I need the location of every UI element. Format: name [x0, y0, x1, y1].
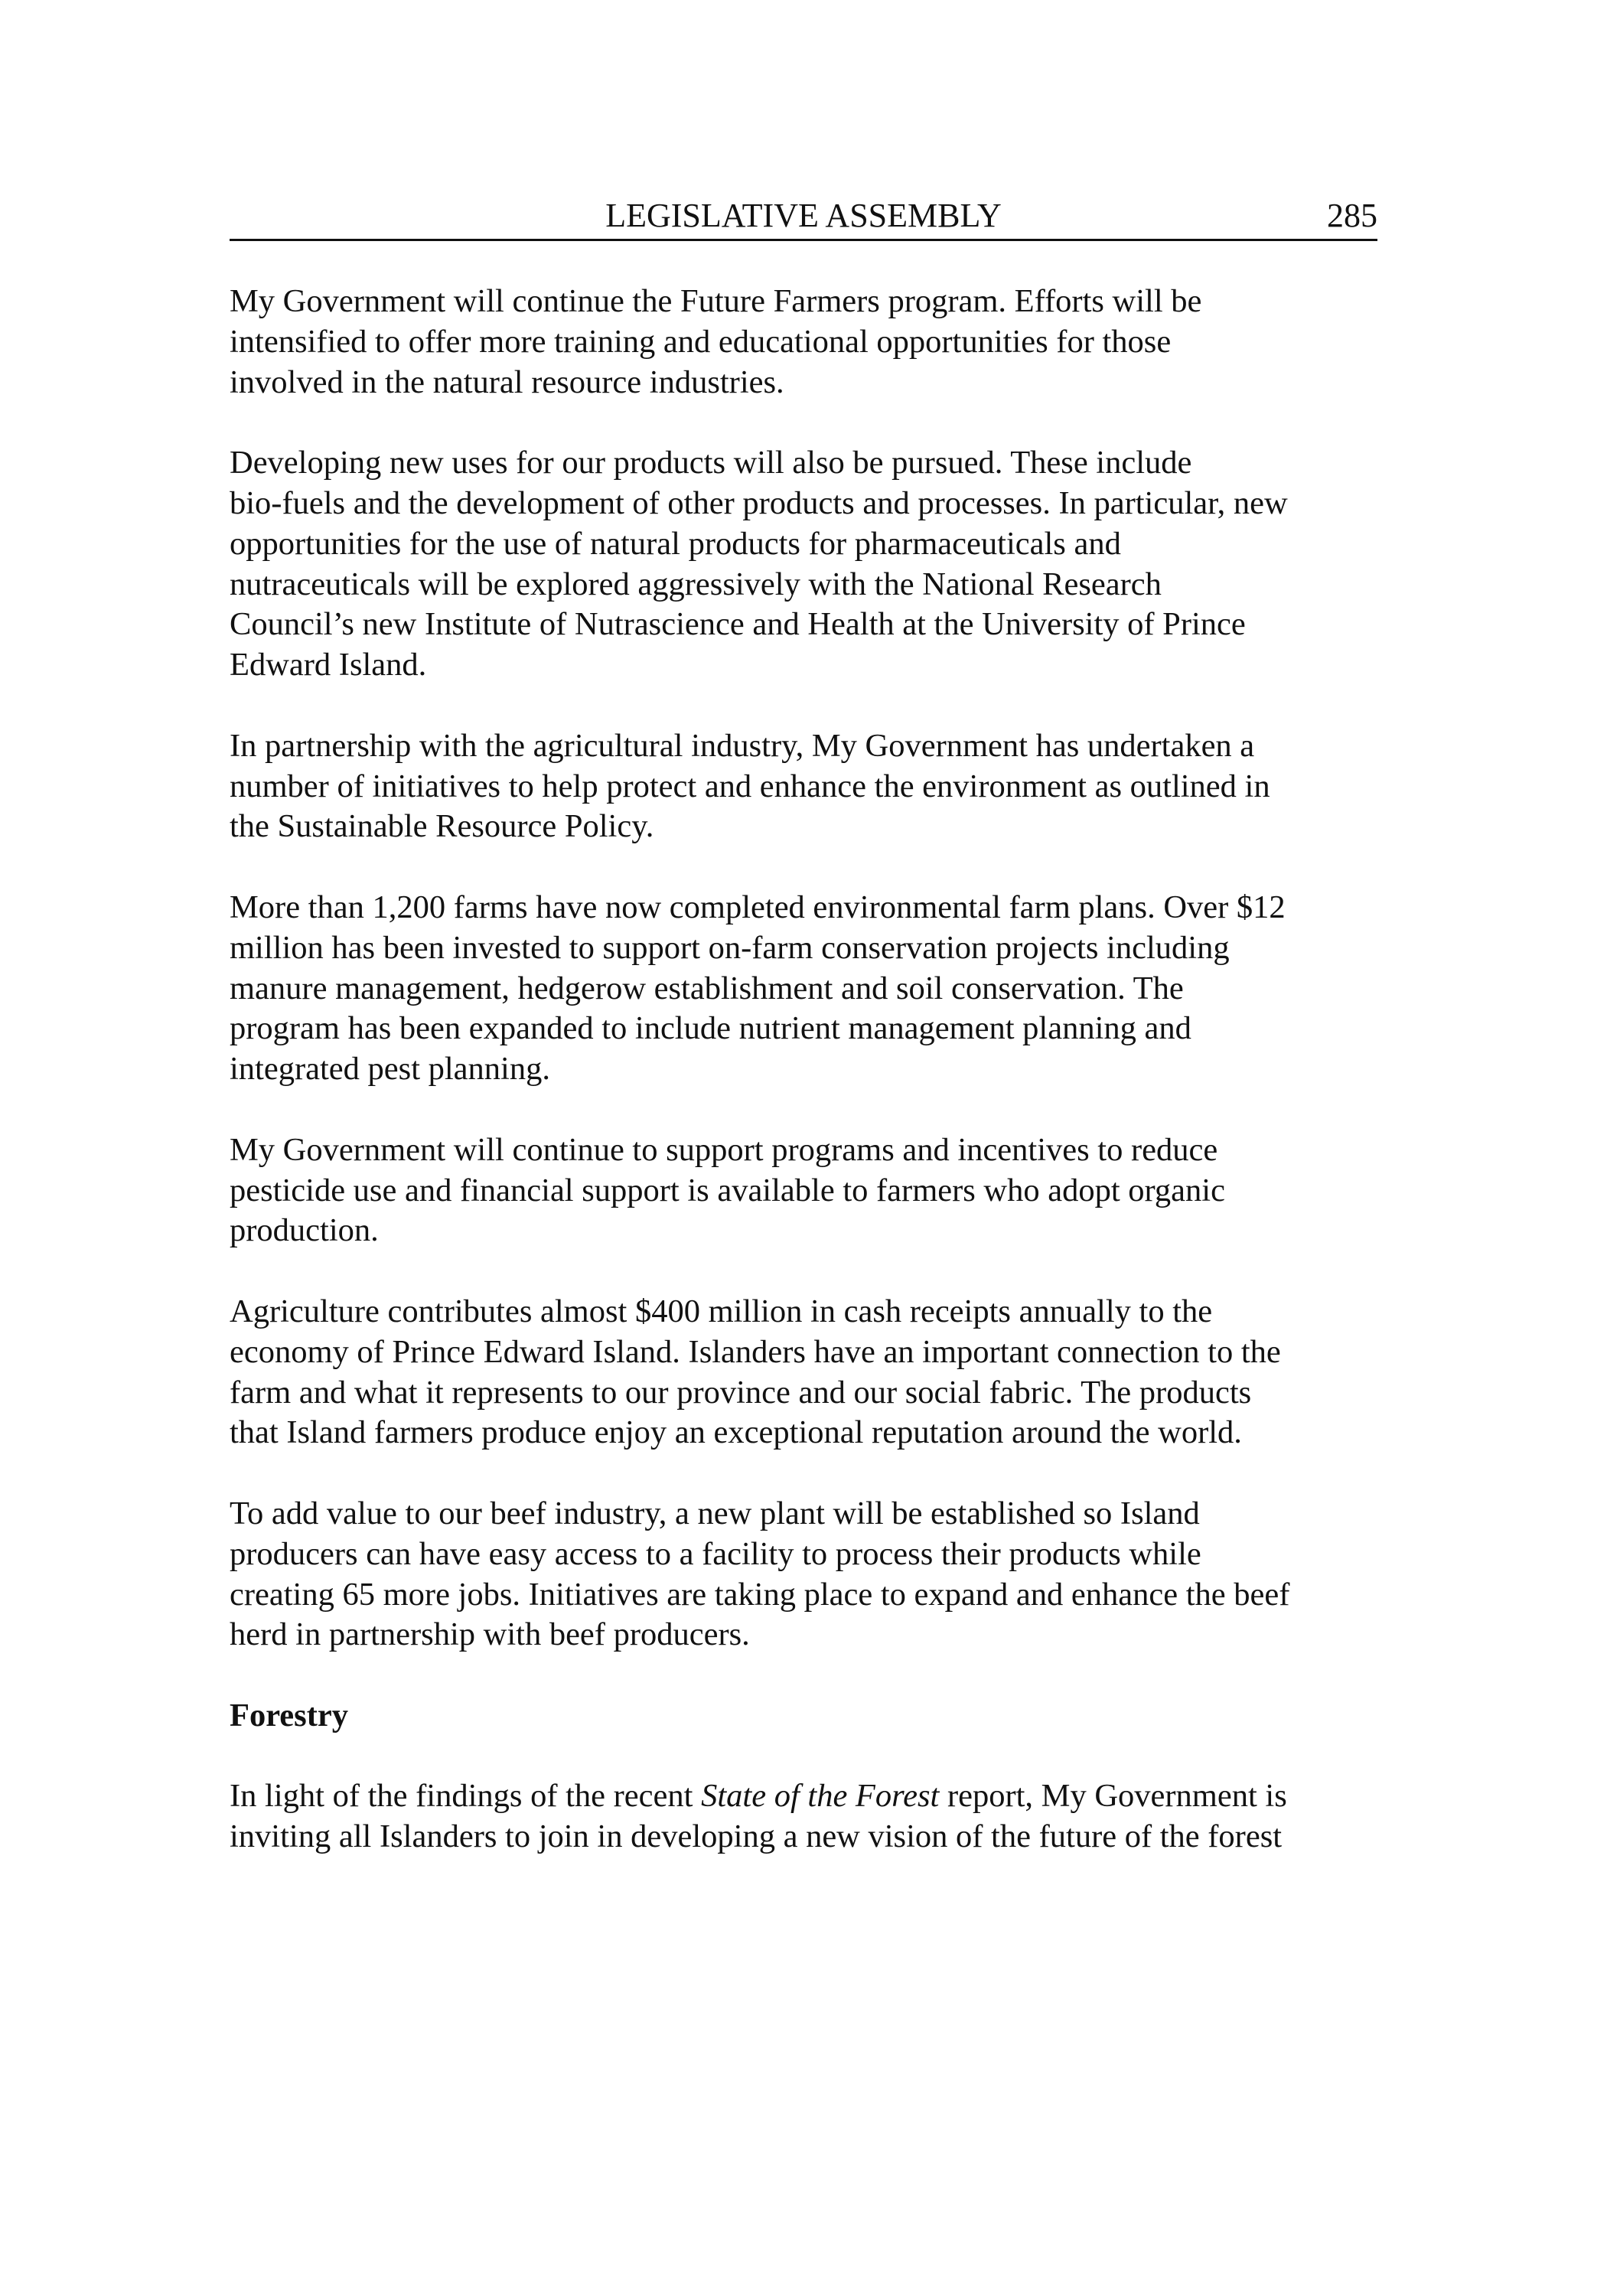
paragraph [230, 443, 1377, 686]
paragraph [230, 1292, 1377, 1453]
text-line: economy of Prince Edward Island. Islanders have an important connection to the [230, 1333, 1281, 1370]
body-text [230, 282, 1377, 1898]
header-title: LEGISLATIVE ASSEMBLY [605, 197, 1002, 234]
text-line: bio-fuels and the development of other products and processes. In particular, new [230, 484, 1288, 521]
text-line: To add value to our beef industry, a new plant will be established so Island [230, 1495, 1200, 1531]
section-heading: Forestry [230, 1697, 348, 1733]
text-line: My Government will continue to support programs and incentives to reduce [230, 1131, 1218, 1168]
text-line: More than 1,200 farms have now completed environmental farm plans. Over $12 [230, 889, 1286, 925]
paragraph [230, 282, 1377, 403]
text-line: million has been invested to support on-farm conservation projects including [230, 929, 1230, 966]
text-line [230, 1776, 1377, 1817]
paragraph [230, 1776, 1377, 1857]
paragraph [230, 1130, 1377, 1251]
page-header [230, 193, 1377, 241]
text-line: Council’s new Institute of Nutrascience and Health at the University of Prince [230, 606, 1246, 643]
text-run: report, My Government is [939, 1778, 1287, 1815]
text-line: inviting all Islanders to join in developing a new vision of the future of the forest [230, 1818, 1283, 1855]
page-number: 285 [1327, 197, 1377, 234]
text-line: nutraceuticals will be explored aggressively with the National Research [230, 566, 1162, 602]
text-line: producers can have easy access to a facility to process their products while [230, 1535, 1201, 1572]
text-line: intensified to offer more training and educational opportunities for those [230, 323, 1172, 360]
text-line: Developing new uses for our products will also be pursued. These include [230, 445, 1192, 481]
text-line: manure management, hedgerow establishment and soil conservation. The [230, 970, 1184, 1006]
text-run: In light of the findings of the recent [230, 1778, 702, 1815]
text-line: program has been expanded to include nutrient management planning and [230, 1010, 1191, 1047]
text-line: involved in the natural resource industries. [230, 364, 784, 400]
text-line: the Sustainable Resource Policy. [230, 808, 654, 845]
text-line: herd in partnership with beef producers. [230, 1616, 750, 1653]
text-line: pesticide use and financial support is available to farmers who adopt organic [230, 1172, 1225, 1208]
paragraph [230, 726, 1377, 847]
text-line: Edward Island. [230, 647, 427, 683]
text-line: integrated pest planning. [230, 1051, 550, 1088]
text-line: My Government will continue the Future Farmers program. Efforts will be [230, 283, 1202, 319]
text-line: Agriculture contributes almost $400 million in cash receipts annually to the [230, 1293, 1213, 1329]
text-line: number of initiatives to help protect and enhance the environment as outlined in [230, 768, 1270, 804]
text-line: that Island farmers produce enjoy an exceptional reputation around the world. [230, 1414, 1242, 1451]
text-line: production. [230, 1212, 379, 1249]
text-line: In partnership with the agricultural industry, My Government has undertaken a [230, 727, 1255, 764]
text-line: creating 65 more jobs. Initiatives are taking place to expand and enhance the beef [230, 1576, 1290, 1613]
text-line: farm and what it represents to our province and our social fabric. The products [230, 1374, 1252, 1411]
text-line: opportunities for the use of natural products for pharmaceuticals and [230, 525, 1121, 562]
paragraph [230, 888, 1377, 1090]
report-title: State of the Forest [701, 1778, 940, 1815]
paragraph [230, 1494, 1377, 1655]
